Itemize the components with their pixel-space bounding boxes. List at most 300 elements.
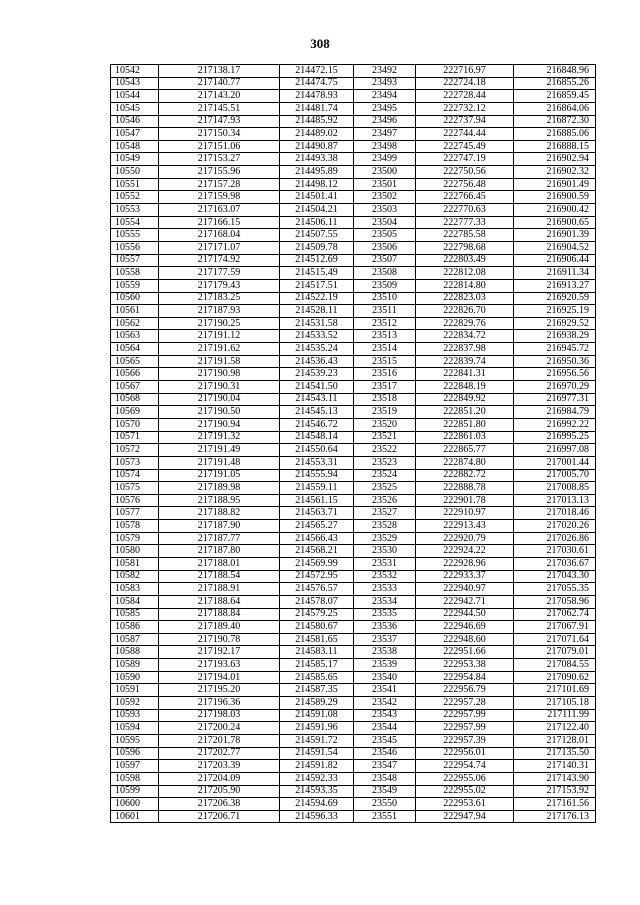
y-coordinate-right-cell: 216872.30 [514,115,596,128]
y-coordinate-right-cell: 217043.30 [514,570,596,583]
point-number-left-cell: 10577 [111,507,159,520]
table-row [111,444,596,457]
point-number-left-cell: 10548 [111,140,159,153]
point-number-right-cell: 23515 [354,355,416,368]
point-number-right-cell: 23529 [354,532,416,545]
x-coordinate-right-cell: 222837.98 [416,343,514,356]
y-coordinate-left-cell: 214495.89 [280,166,354,179]
table-row [111,418,596,431]
point-number-left-cell: 10599 [111,785,159,798]
point-number-right-cell: 23547 [354,760,416,773]
y-coordinate-right-cell: 217062.74 [514,608,596,621]
x-coordinate-left-cell: 217191.32 [159,431,280,444]
x-coordinate-left-cell: 217188.01 [159,557,280,570]
y-coordinate-left-cell: 214593.35 [280,785,354,798]
x-coordinate-left-cell: 217147.93 [159,115,280,128]
y-coordinate-left-cell: 214501.41 [280,191,354,204]
x-coordinate-left-cell: 217201.78 [159,734,280,747]
point-number-right-cell: 23536 [354,621,416,634]
x-coordinate-right-cell: 222841.31 [416,368,514,381]
table-row [111,722,596,735]
y-coordinate-right-cell: 217140.31 [514,760,596,773]
y-coordinate-right-cell: 217067.91 [514,621,596,634]
x-coordinate-right-cell: 222901.78 [416,494,514,507]
x-coordinate-left-cell: 217171.07 [159,241,280,254]
point-number-left-cell: 10560 [111,292,159,305]
x-coordinate-right-cell: 222957.99 [416,709,514,722]
point-number-right-cell: 23530 [354,545,416,558]
point-number-left-cell: 10582 [111,570,159,583]
y-coordinate-left-cell: 214517.51 [280,279,354,292]
x-coordinate-left-cell: 217191.49 [159,444,280,457]
x-coordinate-left-cell: 217193.63 [159,659,280,672]
x-coordinate-right-cell: 222744.44 [416,128,514,141]
x-coordinate-left-cell: 217183.25 [159,292,280,305]
point-number-left-cell: 10585 [111,608,159,621]
y-coordinate-left-cell: 214579.25 [280,608,354,621]
y-coordinate-right-cell: 216864.06 [514,102,596,115]
y-coordinate-right-cell: 216992.22 [514,418,596,431]
point-number-right-cell: 23544 [354,722,416,735]
table-row [111,810,596,823]
y-coordinate-left-cell: 214550.64 [280,444,354,457]
point-number-right-cell: 23506 [354,241,416,254]
y-coordinate-left-cell: 214522.19 [280,292,354,305]
x-coordinate-left-cell: 217204.09 [159,772,280,785]
x-coordinate-left-cell: 217190.94 [159,418,280,431]
table-row [111,583,596,596]
y-coordinate-right-cell: 216911.34 [514,267,596,280]
x-coordinate-left-cell: 217189.98 [159,482,280,495]
point-number-right-cell: 23499 [354,153,416,166]
x-coordinate-left-cell: 217188.84 [159,608,280,621]
table-row [111,671,596,684]
point-number-left-cell: 10567 [111,381,159,394]
x-coordinate-right-cell: 222747.19 [416,153,514,166]
x-coordinate-right-cell: 222849.92 [416,393,514,406]
y-coordinate-left-cell: 214553.31 [280,456,354,469]
y-coordinate-left-cell: 214545.13 [280,406,354,419]
coordinates-table-body [111,65,596,823]
x-coordinate-left-cell: 217151.06 [159,140,280,153]
table-row [111,734,596,747]
table-row [111,128,596,141]
y-coordinate-right-cell: 216902.94 [514,153,596,166]
y-coordinate-right-cell: 217026.86 [514,532,596,545]
point-number-left-cell: 10557 [111,254,159,267]
x-coordinate-right-cell: 222728.44 [416,90,514,103]
point-number-right-cell: 23492 [354,65,416,78]
point-number-right-cell: 23509 [354,279,416,292]
x-coordinate-right-cell: 222785.58 [416,229,514,242]
y-coordinate-left-cell: 214565.27 [280,520,354,533]
x-coordinate-left-cell: 217190.31 [159,381,280,394]
y-coordinate-left-cell: 214591.54 [280,747,354,760]
y-coordinate-right-cell: 217005.70 [514,469,596,482]
y-coordinate-left-cell: 214578.07 [280,595,354,608]
table-row [111,305,596,318]
y-coordinate-right-cell: 217055.35 [514,583,596,596]
table-row [111,229,596,242]
point-number-right-cell: 23514 [354,343,416,356]
table-row [111,254,596,267]
y-coordinate-right-cell: 217101.69 [514,684,596,697]
y-coordinate-left-cell: 214528.11 [280,305,354,318]
table-row [111,90,596,103]
x-coordinate-right-cell: 222803.49 [416,254,514,267]
x-coordinate-right-cell: 222829.76 [416,317,514,330]
x-coordinate-right-cell: 222798.68 [416,241,514,254]
point-number-left-cell: 10588 [111,646,159,659]
point-number-left-cell: 10544 [111,90,159,103]
x-coordinate-left-cell: 217153.27 [159,153,280,166]
point-number-left-cell: 10555 [111,229,159,242]
x-coordinate-right-cell: 222957.39 [416,734,514,747]
table-row [111,507,596,520]
x-coordinate-right-cell: 222940.97 [416,583,514,596]
table-row [111,166,596,179]
point-number-left-cell: 10554 [111,216,159,229]
table-row [111,368,596,381]
x-coordinate-right-cell: 222955.06 [416,772,514,785]
x-coordinate-left-cell: 217198.03 [159,709,280,722]
point-number-left-cell: 10542 [111,65,159,78]
x-coordinate-right-cell: 222956.79 [416,684,514,697]
x-coordinate-right-cell: 222737.94 [416,115,514,128]
x-coordinate-left-cell: 217188.54 [159,570,280,583]
y-coordinate-right-cell: 216885.06 [514,128,596,141]
x-coordinate-left-cell: 217168.04 [159,229,280,242]
x-coordinate-left-cell: 217206.71 [159,810,280,823]
x-coordinate-left-cell: 217203.39 [159,760,280,773]
x-coordinate-right-cell: 222750.56 [416,166,514,179]
y-coordinate-right-cell: 216929.52 [514,317,596,330]
x-coordinate-right-cell: 222944.50 [416,608,514,621]
y-coordinate-right-cell: 217176.13 [514,810,596,823]
point-number-left-cell: 10562 [111,317,159,330]
y-coordinate-left-cell: 214596.33 [280,810,354,823]
x-coordinate-left-cell: 217206.38 [159,798,280,811]
point-number-right-cell: 23528 [354,520,416,533]
table-row [111,406,596,419]
x-coordinate-right-cell: 222888.78 [416,482,514,495]
table-row [111,355,596,368]
y-coordinate-left-cell: 214472.15 [280,65,354,78]
y-coordinate-left-cell: 214555.94 [280,469,354,482]
table-row [111,659,596,672]
y-coordinate-right-cell: 217058.96 [514,595,596,608]
x-coordinate-right-cell: 222839.74 [416,355,514,368]
y-coordinate-left-cell: 214576.57 [280,583,354,596]
x-coordinate-left-cell: 217190.78 [159,633,280,646]
x-coordinate-left-cell: 217155.96 [159,166,280,179]
table-row [111,431,596,444]
point-number-right-cell: 23532 [354,570,416,583]
point-number-right-cell: 23503 [354,204,416,217]
x-coordinate-right-cell: 222910.97 [416,507,514,520]
y-coordinate-left-cell: 214536.43 [280,355,354,368]
point-number-right-cell: 23521 [354,431,416,444]
y-coordinate-left-cell: 214589.29 [280,697,354,710]
y-coordinate-left-cell: 214478.93 [280,90,354,103]
y-coordinate-right-cell: 217128.01 [514,734,596,747]
point-number-right-cell: 23526 [354,494,416,507]
point-number-left-cell: 10596 [111,747,159,760]
point-number-right-cell: 23540 [354,671,416,684]
point-number-left-cell: 10592 [111,697,159,710]
x-coordinate-right-cell: 222756.48 [416,178,514,191]
y-coordinate-left-cell: 214566.43 [280,532,354,545]
x-coordinate-left-cell: 217190.50 [159,406,280,419]
point-number-right-cell: 23550 [354,798,416,811]
table-row [111,102,596,115]
point-number-left-cell: 10587 [111,633,159,646]
x-coordinate-right-cell: 222924.22 [416,545,514,558]
point-number-left-cell: 10586 [111,621,159,634]
y-coordinate-left-cell: 214568.21 [280,545,354,558]
point-number-left-cell: 10597 [111,760,159,773]
point-number-left-cell: 10580 [111,545,159,558]
page-number: 308 [310,36,330,51]
table-row [111,608,596,621]
point-number-right-cell: 23507 [354,254,416,267]
point-number-left-cell: 10583 [111,583,159,596]
point-number-right-cell: 23494 [354,90,416,103]
x-coordinate-left-cell: 217200.24 [159,722,280,735]
y-coordinate-left-cell: 214559.11 [280,482,354,495]
point-number-left-cell: 10573 [111,456,159,469]
x-coordinate-left-cell: 217187.93 [159,305,280,318]
x-coordinate-right-cell: 222823.03 [416,292,514,305]
point-number-right-cell: 23519 [354,406,416,419]
point-number-right-cell: 23497 [354,128,416,141]
point-number-left-cell: 10574 [111,469,159,482]
y-coordinate-right-cell: 216901.39 [514,229,596,242]
point-number-right-cell: 23493 [354,77,416,90]
y-coordinate-left-cell: 214489.02 [280,128,354,141]
table-row [111,216,596,229]
point-number-right-cell: 23502 [354,191,416,204]
y-coordinate-left-cell: 214490.87 [280,140,354,153]
point-number-right-cell: 23517 [354,381,416,394]
point-number-right-cell: 23546 [354,747,416,760]
point-number-left-cell: 10558 [111,267,159,280]
x-coordinate-right-cell: 222745.49 [416,140,514,153]
table-row [111,595,596,608]
table-row [111,77,596,90]
y-coordinate-right-cell: 216913.27 [514,279,596,292]
y-coordinate-right-cell: 217135.50 [514,747,596,760]
x-coordinate-left-cell: 217145.51 [159,102,280,115]
point-number-left-cell: 10598 [111,772,159,785]
table-row [111,330,596,343]
point-number-right-cell: 23510 [354,292,416,305]
x-coordinate-left-cell: 217191.05 [159,469,280,482]
point-number-right-cell: 23537 [354,633,416,646]
point-number-left-cell: 10553 [111,204,159,217]
table-row [111,520,596,533]
x-coordinate-right-cell: 222954.74 [416,760,514,773]
y-coordinate-right-cell: 217161.56 [514,798,596,811]
table-row [111,393,596,406]
x-coordinate-left-cell: 217163.07 [159,204,280,217]
point-number-left-cell: 10579 [111,532,159,545]
y-coordinate-left-cell: 214531.58 [280,317,354,330]
y-coordinate-left-cell: 214493.38 [280,153,354,166]
point-number-left-cell: 10556 [111,241,159,254]
point-number-left-cell: 10561 [111,305,159,318]
point-number-right-cell: 23522 [354,444,416,457]
y-coordinate-left-cell: 214591.96 [280,722,354,735]
table-row [111,381,596,394]
x-coordinate-right-cell: 222947.94 [416,810,514,823]
point-number-left-cell: 10547 [111,128,159,141]
point-number-right-cell: 23500 [354,166,416,179]
x-coordinate-right-cell: 222732.12 [416,102,514,115]
point-number-left-cell: 10584 [111,595,159,608]
x-coordinate-left-cell: 217159.98 [159,191,280,204]
x-coordinate-right-cell: 222851.80 [416,418,514,431]
y-coordinate-right-cell: 216950.36 [514,355,596,368]
point-number-left-cell: 10595 [111,734,159,747]
x-coordinate-right-cell: 222956.01 [416,747,514,760]
x-coordinate-left-cell: 217191.62 [159,343,280,356]
point-number-right-cell: 23520 [354,418,416,431]
y-coordinate-left-cell: 214535.24 [280,343,354,356]
point-number-right-cell: 23534 [354,595,416,608]
x-coordinate-right-cell: 222928.96 [416,557,514,570]
y-coordinate-left-cell: 214592.33 [280,772,354,785]
x-coordinate-right-cell: 222954.84 [416,671,514,684]
y-coordinate-right-cell: 216984.79 [514,406,596,419]
y-coordinate-right-cell: 216888.15 [514,140,596,153]
table-row [111,709,596,722]
y-coordinate-right-cell: 216995.25 [514,431,596,444]
x-coordinate-left-cell: 217191.48 [159,456,280,469]
y-coordinate-left-cell: 214512.69 [280,254,354,267]
x-coordinate-left-cell: 217190.25 [159,317,280,330]
table-row [111,772,596,785]
y-coordinate-right-cell: 216904.52 [514,241,596,254]
x-coordinate-right-cell: 222812.08 [416,267,514,280]
x-coordinate-left-cell: 217143.20 [159,90,280,103]
x-coordinate-right-cell: 222851.20 [416,406,514,419]
y-coordinate-right-cell: 217111.99 [514,709,596,722]
y-coordinate-right-cell: 217122.40 [514,722,596,735]
y-coordinate-right-cell: 217153.92 [514,785,596,798]
y-coordinate-left-cell: 214569.99 [280,557,354,570]
y-coordinate-right-cell: 216945.72 [514,343,596,356]
y-coordinate-right-cell: 217013.13 [514,494,596,507]
point-number-right-cell: 23508 [354,267,416,280]
table-row [111,482,596,495]
x-coordinate-left-cell: 217188.64 [159,595,280,608]
point-number-left-cell: 10576 [111,494,159,507]
x-coordinate-left-cell: 217190.98 [159,368,280,381]
table-row [111,292,596,305]
point-number-left-cell: 10549 [111,153,159,166]
x-coordinate-right-cell: 222814.80 [416,279,514,292]
point-number-left-cell: 10571 [111,431,159,444]
point-number-left-cell: 10546 [111,115,159,128]
point-number-right-cell: 23511 [354,305,416,318]
x-coordinate-left-cell: 217191.12 [159,330,280,343]
x-coordinate-left-cell: 217194.01 [159,671,280,684]
x-coordinate-right-cell: 222957.28 [416,697,514,710]
point-number-right-cell: 23504 [354,216,416,229]
y-coordinate-right-cell: 216906.44 [514,254,596,267]
x-coordinate-right-cell: 222874.80 [416,456,514,469]
table-row [111,317,596,330]
y-coordinate-left-cell: 214485.92 [280,115,354,128]
x-coordinate-left-cell: 217195.20 [159,684,280,697]
x-coordinate-right-cell: 222777.33 [416,216,514,229]
table-row [111,494,596,507]
y-coordinate-left-cell: 214585.65 [280,671,354,684]
table-row [111,267,596,280]
table-row [111,545,596,558]
point-number-left-cell: 10566 [111,368,159,381]
x-coordinate-left-cell: 217187.77 [159,532,280,545]
table-row [111,178,596,191]
y-coordinate-right-cell: 217001.44 [514,456,596,469]
x-coordinate-right-cell: 222770.63 [416,204,514,217]
point-number-left-cell: 10575 [111,482,159,495]
table-row [111,633,596,646]
table-row [111,191,596,204]
point-number-right-cell: 23542 [354,697,416,710]
y-coordinate-right-cell: 217143.90 [514,772,596,785]
y-coordinate-right-cell: 216855.26 [514,77,596,90]
x-coordinate-left-cell: 217196.36 [159,697,280,710]
point-number-left-cell: 10591 [111,684,159,697]
x-coordinate-left-cell: 217166.15 [159,216,280,229]
x-coordinate-left-cell: 217174.92 [159,254,280,267]
y-coordinate-right-cell: 216900.65 [514,216,596,229]
x-coordinate-left-cell: 217188.82 [159,507,280,520]
x-coordinate-right-cell: 222951.66 [416,646,514,659]
table-row [111,140,596,153]
y-coordinate-right-cell: 217018.46 [514,507,596,520]
x-coordinate-right-cell: 222942.71 [416,595,514,608]
point-number-right-cell: 23541 [354,684,416,697]
point-number-left-cell: 10564 [111,343,159,356]
y-coordinate-right-cell: 216900.59 [514,191,596,204]
point-number-right-cell: 23551 [354,810,416,823]
table-row [111,697,596,710]
x-coordinate-left-cell: 217179.43 [159,279,280,292]
point-number-left-cell: 10578 [111,520,159,533]
point-number-right-cell: 23518 [354,393,416,406]
x-coordinate-right-cell: 222946.69 [416,621,514,634]
y-coordinate-right-cell: 216977.31 [514,393,596,406]
coordinates-table [110,64,596,823]
table-row [111,343,596,356]
point-number-right-cell: 23533 [354,583,416,596]
x-coordinate-left-cell: 217138.17 [159,65,280,78]
point-number-right-cell: 23527 [354,507,416,520]
point-number-right-cell: 23525 [354,482,416,495]
point-number-left-cell: 10581 [111,557,159,570]
y-coordinate-right-cell: 217090.62 [514,671,596,684]
point-number-right-cell: 23513 [354,330,416,343]
y-coordinate-right-cell: 216956.56 [514,368,596,381]
table-row [111,760,596,773]
y-coordinate-left-cell: 214591.82 [280,760,354,773]
y-coordinate-left-cell: 214543.11 [280,393,354,406]
y-coordinate-right-cell: 217008.85 [514,482,596,495]
x-coordinate-right-cell: 222920.79 [416,532,514,545]
